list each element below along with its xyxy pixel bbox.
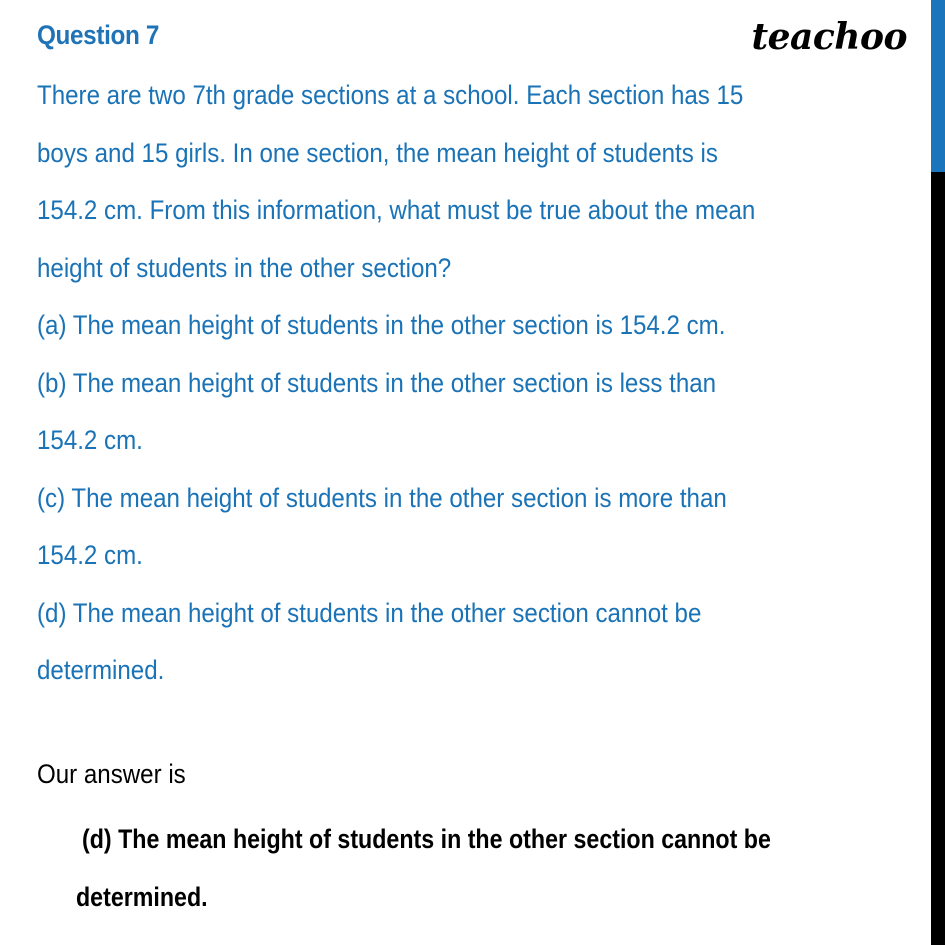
question-title: Question 7 <box>37 20 159 50</box>
question-text-line: height of students in the other section? <box>37 253 452 283</box>
answer-text: (d) The mean height of students in the other section cannot be <box>82 824 771 854</box>
answer-lead: Our answer is <box>37 759 186 789</box>
question-text-line: boys and 15 girls. In one section, the mean height of students is <box>37 138 718 168</box>
option-c: (c) The mean height of students in the other section is more than <box>37 483 727 513</box>
question-text-line: 154.2 cm. From this information, what must be true about the mean <box>37 195 756 225</box>
answer-text-continued: determined. <box>76 882 208 912</box>
teachoo-logo: teachoo <box>751 16 907 58</box>
question-text-line: There are two 7th grade sections at a school. Each section has 15 <box>37 80 744 110</box>
option-b: (b) The mean height of students in the other section is less than <box>37 368 717 398</box>
option-d: (d) The mean height of students in the other section cannot be <box>37 598 702 628</box>
option-b-continued: 154.2 cm. <box>37 425 143 455</box>
option-a: (a) The mean height of students in the other section is 154.2 cm. <box>37 310 726 340</box>
option-d-continued: determined. <box>37 655 165 685</box>
side-bar-accent <box>931 0 945 172</box>
side-bar <box>931 172 945 945</box>
option-c-continued: 154.2 cm. <box>37 540 143 570</box>
